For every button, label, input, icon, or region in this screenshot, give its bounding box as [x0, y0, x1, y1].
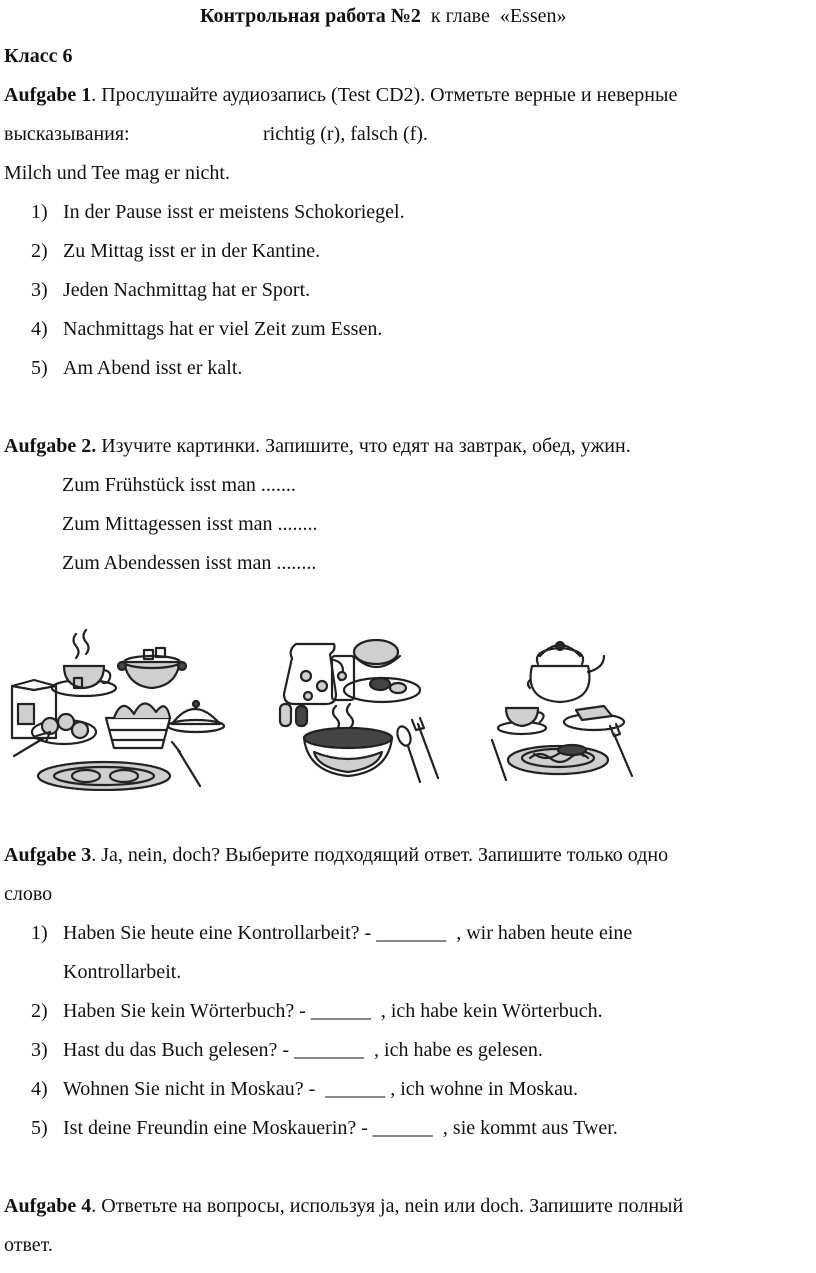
- item-text: Am Abend isst er kalt.: [63, 357, 243, 379]
- task1-label: Aufgabe 1: [4, 84, 92, 106]
- dinner-illustration: [486, 630, 646, 790]
- task1-instruction: . Прослушайте аудиозапись (Test CD2). Отметьте верные и неверные: [91, 84, 678, 106]
- task1-heading: [4, 83, 677, 107]
- title-chapter: к главе «Essen»: [420, 5, 567, 27]
- task1-item: [31, 317, 382, 341]
- task3-item: [31, 999, 603, 1023]
- task4-instruction: . Ответьте на вопросы, используя ja, nein или doch. Запишите полный: [91, 1195, 684, 1217]
- task2-line-dinner: Zum Abendessen isst man ........: [62, 552, 317, 574]
- item-number: 2): [31, 240, 48, 262]
- task2-heading: [4, 434, 631, 458]
- task3-item: [31, 1116, 618, 1140]
- task1-item: [31, 356, 242, 380]
- item-number: 3): [31, 1039, 48, 1061]
- task1-instruction-cont: высказывания:: [4, 123, 130, 145]
- item-text: Jeden Nachmittag hat er Sport.: [63, 279, 311, 301]
- item-number: 3): [31, 279, 48, 301]
- item-text: Haben Sie heute eine Kontrollarbeit? - _______ , wir haben heute eine: [63, 922, 633, 944]
- task2-instruction: Изучите картинки. Запишите, что едят на завтрак, обед, ужин.: [96, 435, 631, 457]
- task1-item: [31, 239, 320, 263]
- task3-label: Aufgabe 3: [4, 844, 92, 866]
- item-number: 1): [31, 201, 48, 223]
- breakfast-illustration: [6, 626, 231, 791]
- item-text: Wohnen Sie nicht in Moskau? - ______ , ich wohne in Moskau.: [63, 1078, 578, 1100]
- task3-item: [31, 921, 632, 945]
- item-number: 4): [31, 1078, 48, 1100]
- task3-item: [31, 1077, 578, 1101]
- item-text: In der Pause isst er meistens Schokoriegel.: [63, 201, 405, 223]
- item-text: Hast du das Buch gelesen? - _______ , ich habe es gelesen.: [63, 1039, 543, 1061]
- task3-instruction-cont: слово: [4, 883, 53, 905]
- task4-instruction-cont: ответ.: [4, 1234, 53, 1256]
- class-label: Класс 6: [4, 45, 73, 67]
- item-number: 4): [31, 318, 48, 340]
- task2-label: Aufgabe 2.: [4, 435, 97, 457]
- item-number: 2): [31, 1000, 48, 1022]
- item-number: 5): [31, 1117, 48, 1139]
- item-text: Ist deine Freundin eine Moskauerin? - ______ , sie kommt aus Twer.: [63, 1117, 618, 1139]
- task1-item: [31, 278, 310, 302]
- item-number: 5): [31, 357, 48, 379]
- task1-intro: Milch und Tee mag er nicht.: [4, 162, 230, 184]
- task3-instruction: . Ja, nein, doch? Выберите подходящий ответ. Запишите только одно: [91, 844, 669, 866]
- task4-label: Aufgabe 4: [4, 1195, 92, 1217]
- item-text: Haben Sie kein Wörterbuch? - ______ , ich habe kein Wörterbuch.: [63, 1000, 603, 1022]
- task2-line-breakfast: Zum Frühstück isst man .......: [62, 474, 296, 496]
- meal-illustrations: [0, 620, 816, 795]
- task3-item-cont: Kontrollarbeit.: [63, 961, 182, 983]
- lunch-illustration: [272, 624, 452, 789]
- task1-item: [31, 200, 405, 224]
- item-number: 1): [31, 922, 48, 944]
- title-main: Контрольная работа №2: [200, 5, 421, 27]
- task2-line-lunch: Zum Mittagessen isst man ........: [62, 513, 318, 535]
- task3-heading: [4, 843, 668, 867]
- document-title: [200, 4, 566, 28]
- task1-options: richtig (r), falsch (f).: [263, 123, 428, 145]
- task4-heading: [4, 1194, 683, 1218]
- item-text: Nachmittags hat er viel Zeit zum Essen.: [63, 318, 383, 340]
- task3-item: [31, 1038, 543, 1062]
- item-text: Zu Mittag isst er in der Kantine.: [63, 240, 321, 262]
